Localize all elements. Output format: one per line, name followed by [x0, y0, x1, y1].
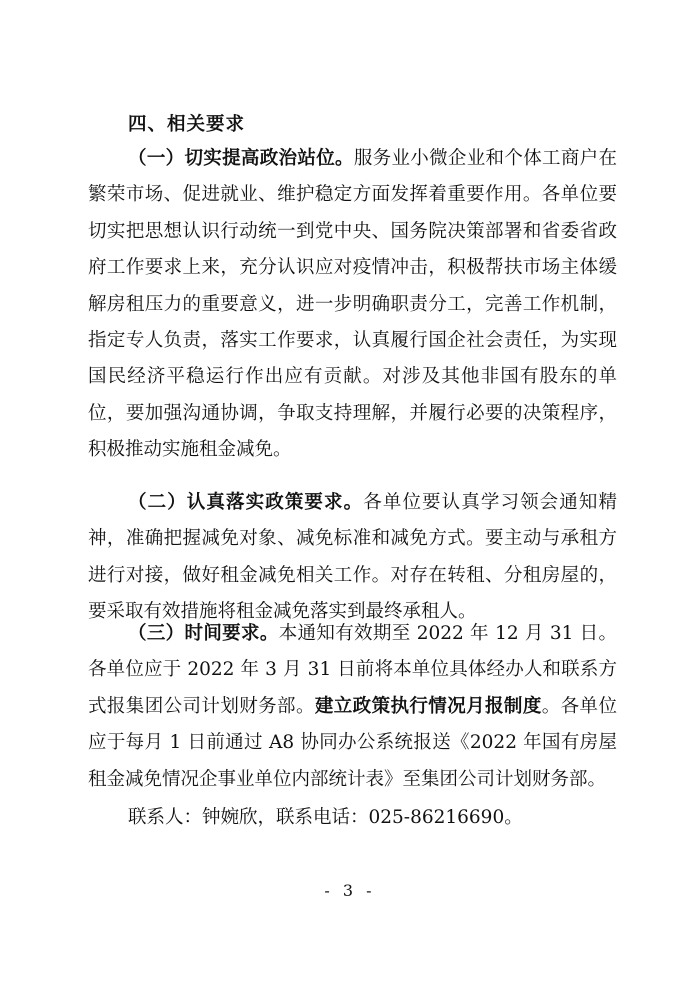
requirement-paragraph-3 — [88, 616, 617, 798]
requirement-paragraph-2 — [88, 485, 617, 631]
section-heading: 四、相关要求 — [128, 114, 246, 135]
requirement-title-2: （二）认真落实政策要求。 — [128, 492, 364, 513]
requirement-body-3-part-1: 本通知有效期至 2022 年 12 月 31 日。各单位应于 2022 年 3 月 31 日前将本单位具体经办人和联系方式报集团公司计划财务部。 — [88, 623, 617, 717]
requirement-title-3: （三）时间要求。 — [128, 623, 279, 644]
page-number: - 3 - — [324, 881, 376, 900]
contact-line: 联系人：钟婉欣，联系电话：025-86216690。 — [128, 807, 523, 828]
requirement-body-1: 服务业小微企业和个体工商户在繁荣市场、促进就业、维护稳定方面发挥着重要作用。各单位要切实把思想认识行动统一到党中央、国务院决策部署和省委省政府工作要求上来，充分认识应对疫情冲击，积极帮扶市场主体缓解房租压力的重要意义，进一步明确职责分工，完善工作机制，指定专人负责，落实工作要求，认真履行国企社会责任，为实现国民经济平稳运行作出应有贡献。对涉及其他非国有股东的单位，要加强沟通协调，争取支持理解，并履行必要的决策程序，积极推动实施租金减免。 — [88, 148, 617, 461]
requirement-title-1: （一）切实提高政治站位。 — [128, 148, 354, 169]
requirement-body-3-part-2: 。各单位应于每月 1 日前通过 A8 协同办公系统报送《2022 年国有房屋租金减免情况企事业单位内部统计表》至集团公司计划财务部。 — [88, 695, 617, 790]
monthly-report-system-emphasis: 建立政策执行情况月报制度 — [314, 695, 542, 717]
requirement-body-2: 各单位要认真学习领会通知精神，准确把握减免对象、减免标准和减免方式。要主动与承租方进行对接，做好租金减免相关工作。对存在转租、分租房屋的，要采取有效措施将租金减免落实到最终承租人。 — [88, 492, 617, 623]
requirement-paragraph-1 — [88, 141, 617, 469]
